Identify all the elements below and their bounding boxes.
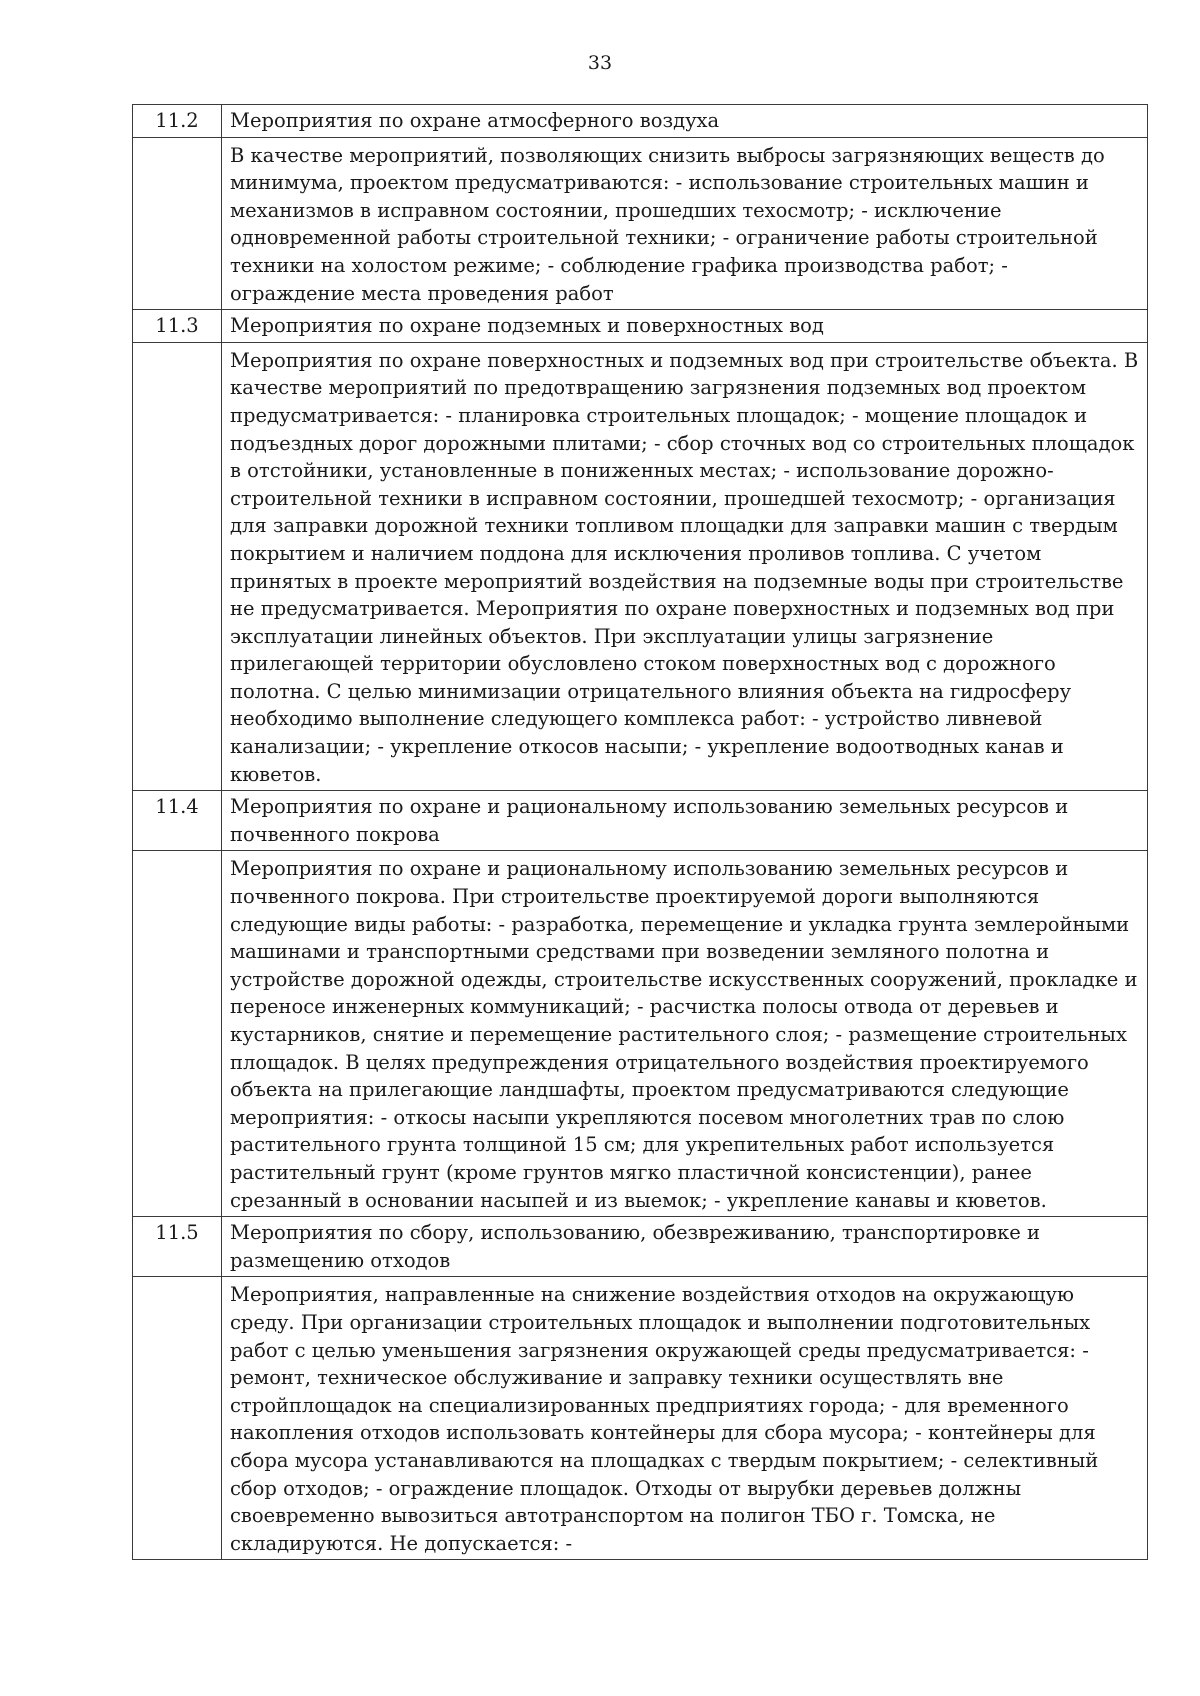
- section-header-row: [133, 1217, 1148, 1277]
- empty-cell: [133, 342, 222, 791]
- section-header-row: [133, 310, 1148, 343]
- section-title: Мероприятия по сбору, использованию, обезвреживанию, транспортировке и размещению отходов: [222, 1217, 1148, 1277]
- section-body: Мероприятия, направленные на снижение воздействия отходов на окружающую среду. При организации строительных площадок и выполнении подготовительных работ с целью уменьшения загрязнения окружающей среды предусматривается: - ремонт, техническое обслуживание и заправку техники осуществлять вне стройплощадок на специализированных предприятиях города; - для временного накопления отходов использовать контейнеры для сбора мусора; - контейнеры для сбора мусора устанавливаются на площадках с твердым покрытием; - селективный сбор отходов; - ограждение площадок. Отходы от вырубки деревьев должны своевременно вывозиться автотранспортом на полигон ТБО г. Томска, не складируются. Не допускается: -: [222, 1277, 1148, 1560]
- section-header-row: [133, 105, 1148, 138]
- measures-table: [132, 104, 1148, 1560]
- section-body-row: [133, 1277, 1148, 1560]
- section-number: 11.5: [133, 1217, 222, 1277]
- section-header-row: [133, 791, 1148, 851]
- section-body-row: [133, 851, 1148, 1217]
- section-title: Мероприятия по охране атмосферного воздуха: [222, 105, 1148, 138]
- section-body-row: [133, 342, 1148, 791]
- section-title: Мероприятия по охране и рациональному использованию земельных ресурсов и почвенного покрова: [222, 791, 1148, 851]
- section-title: Мероприятия по охране подземных и поверхностных вод: [222, 310, 1148, 343]
- section-body-row: [133, 137, 1148, 310]
- empty-cell: [133, 137, 222, 310]
- section-number: 11.2: [133, 105, 222, 138]
- section-number: 11.3: [133, 310, 222, 343]
- section-body: В качестве мероприятий, позволяющих снизить выбросы загрязняющих веществ до минимума, проектом предусматриваются: - использование строительных машин и механизмов в исправном состоянии, прошедших техосмотр; - исключение одновременной работы строительной техники; - ограничение работы строительной техники на холостом режиме; - соблюдение графика производства работ; - ограждение места проведения работ: [222, 137, 1148, 310]
- section-body: Мероприятия по охране и рациональному использованию земельных ресурсов и почвенного покрова. При строительстве проектируемой дороги выполняются следующие виды работы: - разработка, перемещение и укладка грунта землеройными машинами и транспортными средствами при возведении земляного полотна и устройстве дорожной одежды, строительстве искусственных сооружений, прокладке и переносе инженерных коммуникаций; - расчистка полосы отвода от деревьев и кустарников, снятие и перемещение растительного слоя; - размещение строительных площадок. В целях предупреждения отрицательного воздействия проектируемого объекта на прилегающие ландшафты, проектом предусматриваются следующие мероприятия: - откосы насыпи укрепляются посевом многолетних трав по слою растительного грунта толщиной 15 см; для укрепительных работ используется растительный грунт (кроме грунтов мягко пластичной консистенции), ранее срезанный в основании насыпей и из выемок; - укрепление канавы и кюветов.: [222, 851, 1148, 1217]
- section-body: Мероприятия по охране поверхностных и подземных вод при строительстве объекта. В качестве мероприятий по предотвращению загрязнения подземных вод проектом предусматривается: - планировка строительных площадок; - мощение площадок и подъездных дорог дорожными плитами; - сбор сточных вод со строительных площадок в отстойники, установленные в пониженных местах; - использование дорожно-строительной техники в исправном состоянии, прошедшей техосмотр; - организация для заправки дорожной техники топливом площадки для заправки машин с твердым покрытием и наличием поддона для исключения проливов топлива. С учетом принятых в проекте мероприятий воздействия на подземные воды при строительстве не предусматривается. Мероприятия по охране поверхностных и подземных вод при эксплуатации линейных объектов. При эксплуатации улицы загрязнение прилегающей территории обусловлено стоком поверхностных вод с дорожного полотна. С целью минимизации отрицательного влияния объекта на гидросферу необходимо выполнение следующего комплекса работ: - устройство ливневой канализации; - укрепление откосов насыпи; - укрепление водоотводных канав и кюветов.: [222, 342, 1148, 791]
- empty-cell: [133, 1277, 222, 1560]
- section-number: 11.4: [133, 791, 222, 851]
- page-number: 33: [587, 52, 613, 74]
- empty-cell: [133, 851, 222, 1217]
